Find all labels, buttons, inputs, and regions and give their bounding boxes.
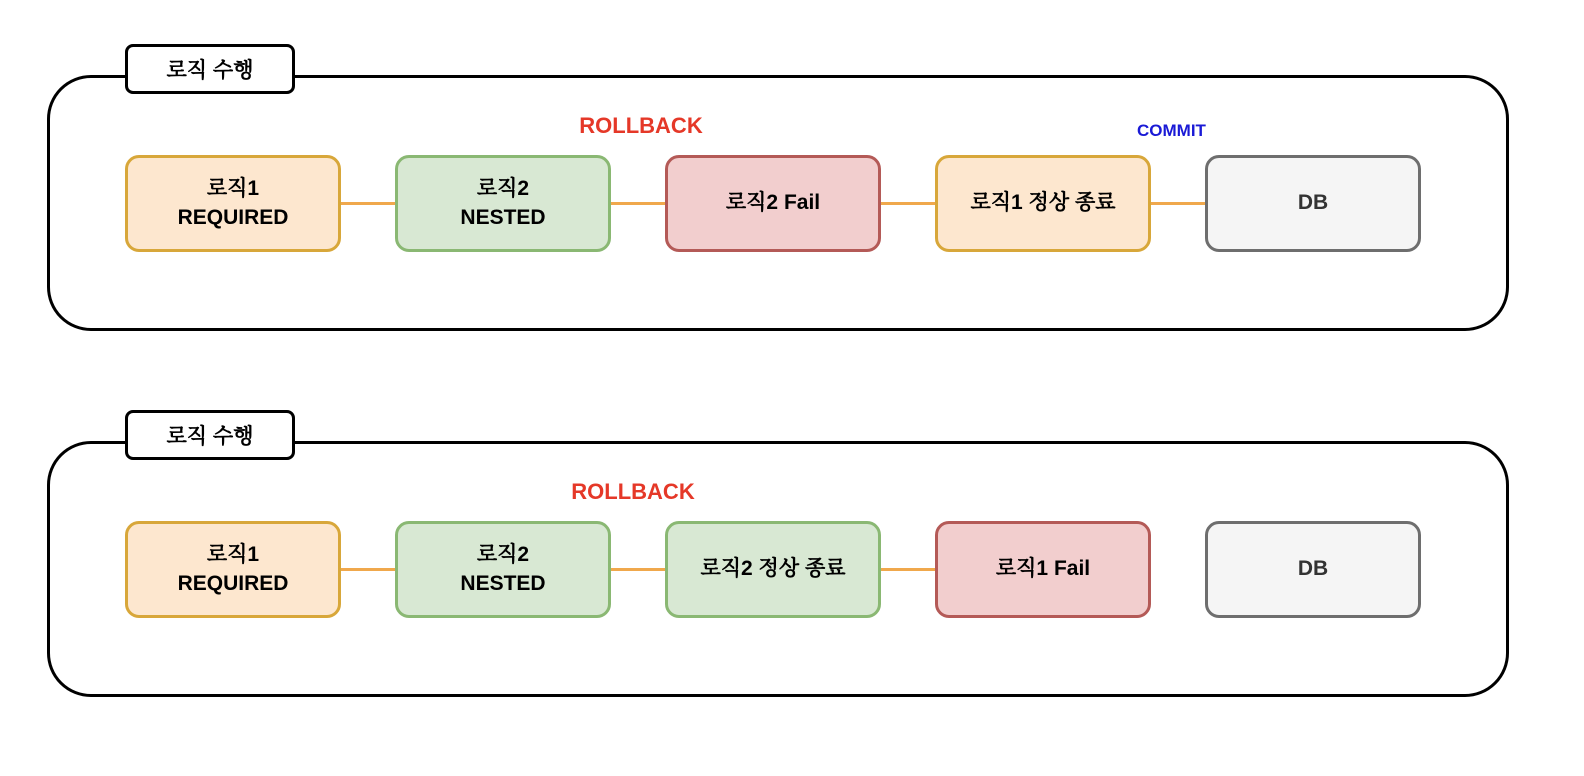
connector <box>880 202 937 205</box>
connector <box>1150 202 1207 205</box>
connector <box>610 568 667 571</box>
diagram-1-commit-label: COMMIT <box>1137 121 1206 140</box>
diagram-2-node-logic1-required <box>125 521 341 618</box>
node-line2: NESTED <box>460 205 546 229</box>
diagram-1-node-logic1-required <box>125 155 341 252</box>
diagram-1-node-logic1-normal-end <box>935 155 1151 252</box>
diagram-2-rollback-label: ROLLBACK <box>571 479 695 504</box>
diagram-1-node-logic2-nested <box>395 155 611 252</box>
diagram-2-node-logic1-fail <box>935 521 1151 618</box>
diagram-1-label: 로직 수행 <box>125 44 295 94</box>
node-line1: 로직2 <box>476 543 530 567</box>
diagram-2-node-db <box>1205 521 1421 618</box>
diagram-1-rollback-label: ROLLBACK <box>579 113 703 138</box>
connector <box>610 202 667 205</box>
diagram-1-node-db <box>1205 155 1421 252</box>
node-line1: DB <box>1297 191 1329 215</box>
node-line1: 로직2 Fail <box>725 191 821 215</box>
diagram-2-label: 로직 수행 <box>125 410 295 460</box>
diagram-1-node-logic2-fail <box>665 155 881 252</box>
node-line1: 로직1 <box>206 177 260 201</box>
node-line1: DB <box>1297 557 1329 581</box>
node-line1: 로직1 정상 종료 <box>970 191 1116 215</box>
node-line1: 로직1 <box>206 543 260 567</box>
connector <box>880 568 937 571</box>
node-line1: 로직2 정상 종료 <box>700 557 846 581</box>
diagram-2-node-logic2-normal-end <box>665 521 881 618</box>
node-line2: REQUIRED <box>177 205 289 229</box>
node-line1: 로직1 Fail <box>995 557 1091 581</box>
connector <box>340 202 397 205</box>
node-line2: REQUIRED <box>177 571 289 595</box>
node-line2: NESTED <box>460 571 546 595</box>
node-line1: 로직2 <box>476 177 530 201</box>
connector <box>340 568 397 571</box>
diagram-2-node-logic2-nested <box>395 521 611 618</box>
